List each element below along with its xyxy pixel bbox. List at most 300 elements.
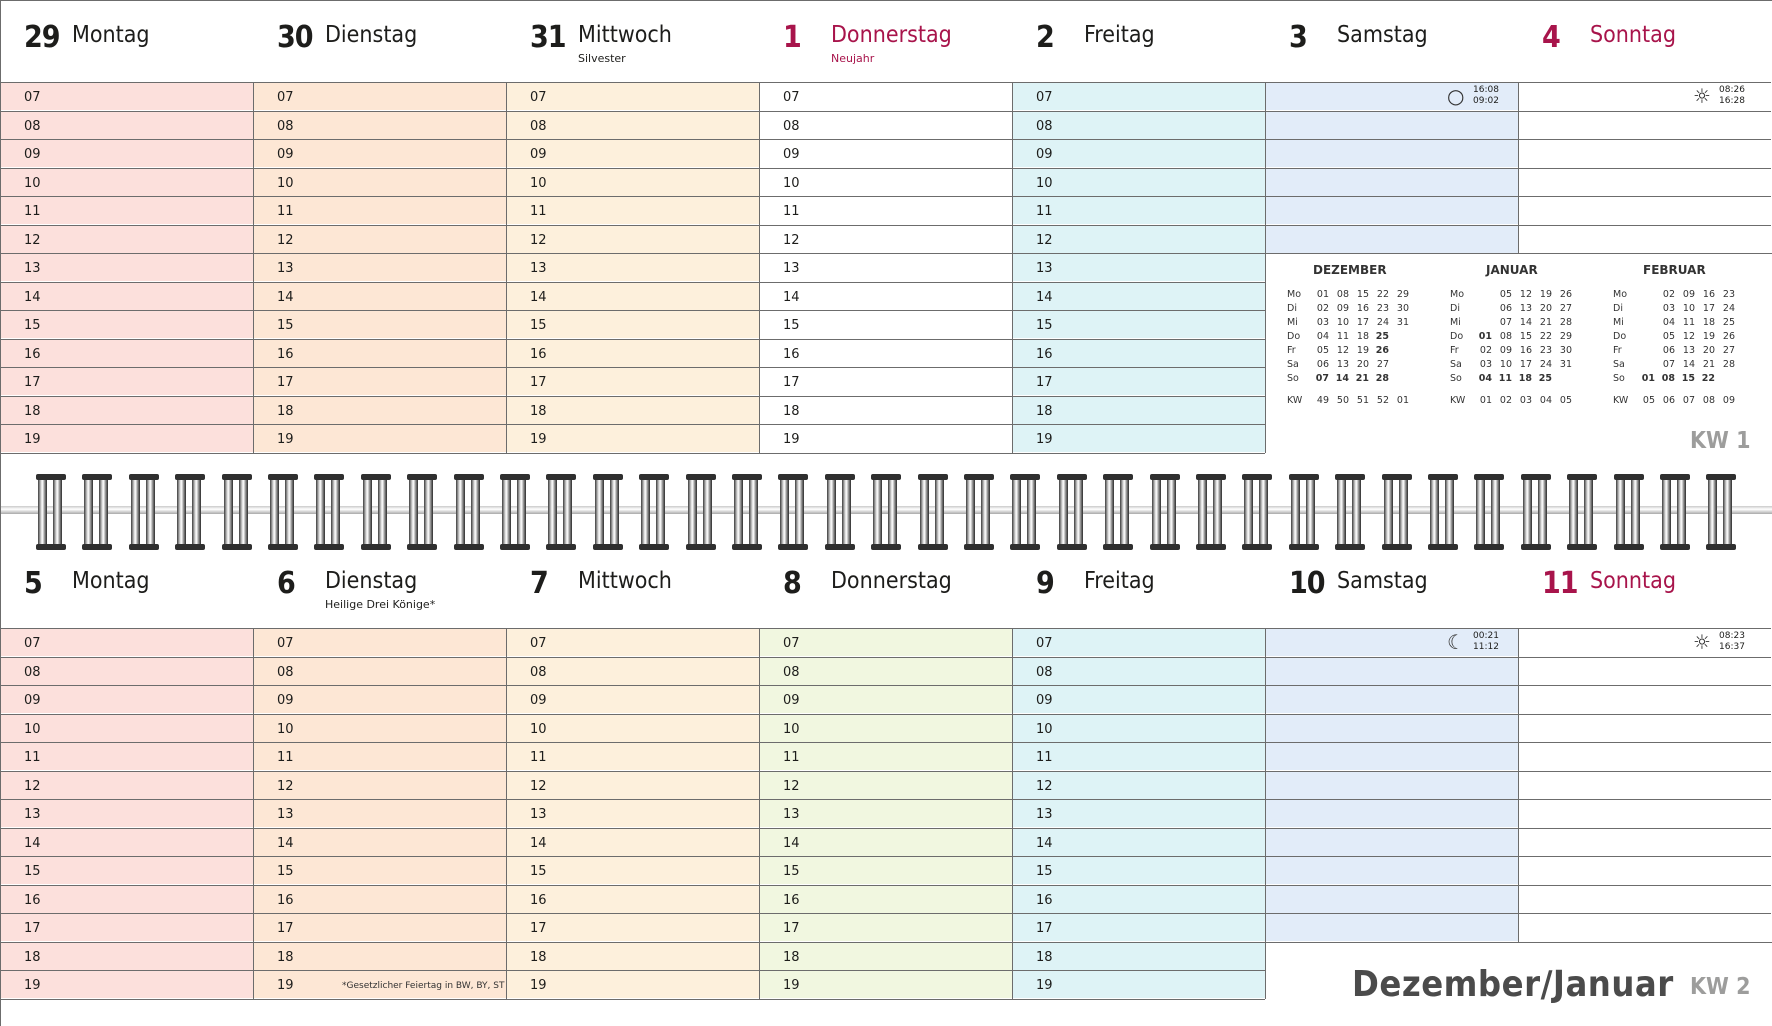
time-slot[interactable] (506, 396, 759, 424)
time-slot[interactable] (506, 139, 759, 167)
day-header (1012, 0, 1265, 82)
mini-calendar-day: 15 (1356, 289, 1369, 300)
time-slot[interactable] (759, 885, 1012, 913)
time-slot[interactable] (1012, 367, 1265, 395)
week-1-section (0, 0, 1772, 456)
mini-calendar-day: 04 (1316, 331, 1329, 342)
time-slot[interactable] (1265, 657, 1518, 685)
mini-calendar-day: 17 (1519, 359, 1532, 370)
time-slot[interactable] (1265, 139, 1518, 167)
time-slot[interactable] (253, 885, 506, 913)
time-slot[interactable] (759, 771, 1012, 799)
mini-calendar (1450, 263, 1600, 413)
ring-cap (639, 474, 669, 480)
time-slot[interactable] (759, 168, 1012, 196)
hour-label: 13 (530, 261, 547, 276)
time-slot[interactable] (1518, 828, 1771, 856)
time-slot[interactable] (253, 253, 506, 281)
time-slot[interactable] (1012, 111, 1265, 139)
time-slot[interactable] (506, 168, 759, 196)
hour-label: 19 (783, 432, 800, 447)
time-slot[interactable] (759, 310, 1012, 338)
hour-label: 08 (277, 118, 294, 134)
hour-label: 15 (277, 318, 294, 333)
time-slot[interactable] (1012, 742, 1265, 770)
time-slot[interactable] (1265, 742, 1518, 770)
time-slot[interactable] (1518, 196, 1771, 224)
time-slot[interactable] (506, 82, 759, 110)
time-slot[interactable] (506, 885, 759, 913)
time-slot[interactable] (1518, 885, 1771, 913)
time-slot[interactable] (506, 685, 759, 713)
hour-label: 08 (24, 118, 41, 134)
time-slot[interactable] (506, 913, 759, 941)
time-slot[interactable] (1265, 714, 1518, 742)
mini-calendar-kw: 50 (1336, 395, 1349, 406)
mini-calendar-day: 27 (1559, 303, 1572, 314)
hour-label: 11 (24, 204, 41, 219)
day-name: Montag (72, 22, 150, 48)
hour-label: 10 (24, 721, 41, 737)
mini-calendar-day: 21 (1355, 373, 1369, 384)
time-slot[interactable] (1518, 225, 1771, 253)
binding-ring (1059, 474, 1085, 550)
time-slot[interactable] (253, 714, 506, 742)
time-slot[interactable] (0, 885, 253, 913)
hour-label: 07 (783, 90, 800, 105)
ring-loop (1306, 474, 1315, 550)
hour-label: 14 (277, 835, 294, 851)
hour-label: 14 (1036, 835, 1053, 851)
time-slot[interactable] (1265, 196, 1518, 224)
mini-calendar-kw: 49 (1316, 395, 1329, 406)
ring-cap (1057, 474, 1087, 480)
holiday-label: Heilige Drei Könige* (325, 598, 436, 611)
time-slot[interactable] (506, 196, 759, 224)
hour-label: 17 (530, 921, 547, 936)
time-slot[interactable] (253, 225, 506, 253)
hour-label: 10 (530, 721, 547, 737)
binding-ring (1708, 474, 1734, 550)
time-slot[interactable] (1012, 282, 1265, 310)
time-slot[interactable] (506, 828, 759, 856)
moonset-time: 11:12 (1473, 642, 1499, 652)
weekday-label: Mo (1613, 289, 1628, 300)
mini-calendar-day: 09 (1682, 289, 1695, 300)
mini-calendar-title: FEBRUAR (1643, 263, 1706, 277)
mini-calendar-day: 08 (1661, 373, 1675, 384)
time-slot[interactable] (506, 942, 759, 970)
time-slot[interactable] (1518, 913, 1771, 941)
time-slot[interactable] (0, 111, 253, 139)
time-slot[interactable] (506, 799, 759, 827)
time-slot[interactable] (0, 657, 253, 685)
time-slot[interactable] (0, 628, 253, 656)
time-slot[interactable] (1265, 168, 1518, 196)
ring-loop (409, 474, 418, 550)
mini-calendar-kw: 05 (1559, 395, 1572, 406)
time-slot[interactable] (506, 282, 759, 310)
time-slot[interactable] (1012, 628, 1265, 656)
binding-ring (1012, 474, 1038, 550)
hour-label: 19 (530, 432, 547, 447)
time-slot[interactable] (506, 771, 759, 799)
time-slot[interactable] (253, 339, 506, 367)
weekday-label: Mi (1613, 317, 1624, 328)
binding-ring (177, 474, 203, 550)
time-slot[interactable] (0, 396, 253, 424)
time-slot[interactable] (759, 196, 1012, 224)
hour-label: 13 (24, 261, 41, 276)
time-slot[interactable] (1265, 856, 1518, 884)
hour-label: 09 (1036, 147, 1053, 162)
time-slot[interactable] (1012, 396, 1265, 424)
mini-calendar-day: 03 (1479, 359, 1492, 370)
time-slot[interactable] (506, 253, 759, 281)
week-number-label: KW 1 (1690, 428, 1751, 454)
day-number: 8 (783, 566, 801, 601)
time-slot[interactable] (759, 424, 1012, 452)
hour-label: 16 (783, 892, 800, 908)
time-slot[interactable] (1518, 742, 1771, 770)
time-slot[interactable] (0, 714, 253, 742)
time-slot[interactable] (253, 424, 506, 452)
mini-calendar-day: 09 (1499, 345, 1512, 356)
time-slot[interactable] (0, 742, 253, 770)
mini-calendar-day: 06 (1316, 359, 1329, 370)
mini-calendar-kw: 02 (1499, 395, 1512, 406)
hour-label: 19 (277, 978, 294, 993)
hour-label: 15 (24, 318, 41, 333)
ring-cap (361, 474, 391, 480)
time-slot[interactable] (759, 714, 1012, 742)
time-slot[interactable] (1518, 685, 1771, 713)
hour-label: 15 (277, 864, 294, 879)
time-slot[interactable] (1518, 714, 1771, 742)
time-slot[interactable] (253, 742, 506, 770)
ring-loop (1213, 474, 1222, 550)
time-slot[interactable] (1518, 799, 1771, 827)
time-slot[interactable] (506, 339, 759, 367)
time-slot[interactable] (506, 111, 759, 139)
time-slot[interactable] (1012, 424, 1265, 452)
moonset-time: 09:02 (1473, 96, 1499, 106)
ring-loop (827, 474, 836, 550)
mini-calendar-day: 20 (1539, 303, 1552, 314)
mini-calendar-day: 24 (1539, 359, 1552, 370)
time-slot[interactable] (759, 685, 1012, 713)
time-slot[interactable] (1012, 253, 1265, 281)
time-slot[interactable] (759, 339, 1012, 367)
binding-ring (1244, 474, 1270, 550)
mini-calendar-kw: 04 (1539, 395, 1552, 406)
time-slot[interactable] (253, 657, 506, 685)
time-slot[interactable] (1518, 139, 1771, 167)
month-title: Dezember/Januar (1352, 964, 1674, 1005)
mini-calendar-day: 16 (1356, 303, 1369, 314)
time-slot[interactable] (1012, 139, 1265, 167)
ring-loop (1708, 474, 1717, 550)
time-slot[interactable] (0, 253, 253, 281)
time-slot[interactable] (0, 310, 253, 338)
ring-loop (99, 474, 108, 550)
time-slot[interactable] (1265, 771, 1518, 799)
time-slot[interactable] (1518, 111, 1771, 139)
day-name: Samstag (1337, 22, 1428, 48)
hour-label: 15 (530, 318, 547, 333)
time-slot[interactable] (1265, 885, 1518, 913)
time-slot[interactable] (253, 282, 506, 310)
mini-calendar-day: 26 (1559, 289, 1572, 300)
time-slot[interactable] (0, 339, 253, 367)
binding-ring (1616, 474, 1642, 550)
time-slot[interactable] (1012, 339, 1265, 367)
day-header-row (0, 0, 1772, 82)
mini-calendar-day: 26 (1375, 345, 1389, 356)
time-slot[interactable] (759, 657, 1012, 685)
time-slot[interactable] (506, 424, 759, 452)
ring-loop (563, 474, 572, 550)
time-slot[interactable] (0, 828, 253, 856)
mini-calendar-day: 07 (1662, 359, 1675, 370)
mini-calendar-kw: 09 (1722, 395, 1735, 406)
time-slot[interactable] (1265, 685, 1518, 713)
mini-calendar-day: 26 (1722, 331, 1735, 342)
hour-label: 14 (1036, 289, 1053, 305)
time-slot[interactable] (1012, 685, 1265, 713)
ring-loop (331, 474, 340, 550)
time-slot[interactable] (1012, 828, 1265, 856)
grid-bottom-line (0, 999, 1265, 1000)
time-slot[interactable] (1012, 657, 1265, 685)
time-slot[interactable] (0, 367, 253, 395)
hour-label: 16 (1036, 892, 1053, 908)
time-slot[interactable] (1265, 828, 1518, 856)
time-slot[interactable] (253, 168, 506, 196)
hour-label: 18 (783, 403, 800, 419)
time-slot[interactable] (1012, 970, 1265, 998)
grid-bottom-line (1265, 942, 1772, 943)
time-slot[interactable] (0, 225, 253, 253)
ring-loop (656, 474, 665, 550)
spiral-binding (0, 456, 1772, 556)
time-slot[interactable] (759, 253, 1012, 281)
time-slot[interactable] (0, 282, 253, 310)
time-slot[interactable] (759, 282, 1012, 310)
binding-ring (363, 474, 389, 550)
binding-ring (224, 474, 250, 550)
time-slot[interactable] (506, 856, 759, 884)
mini-calendar-day: 23 (1539, 345, 1552, 356)
time-slot[interactable] (1012, 771, 1265, 799)
time-slot[interactable] (1265, 111, 1518, 139)
time-slot[interactable] (759, 856, 1012, 884)
day-name: Mittwoch (578, 22, 672, 48)
time-slot[interactable] (506, 310, 759, 338)
ring-loop (285, 474, 294, 550)
time-slot[interactable] (1012, 225, 1265, 253)
time-slot[interactable] (506, 367, 759, 395)
hour-label: 17 (277, 375, 294, 390)
time-slot[interactable] (253, 196, 506, 224)
mini-calendar-day: 04 (1478, 373, 1492, 384)
time-slot[interactable] (253, 628, 506, 656)
mini-calendar-day: 11 (1498, 373, 1512, 384)
hour-label: 16 (24, 346, 41, 362)
ring-loop (239, 474, 248, 550)
binding-ring (1152, 474, 1178, 550)
ring-cap (36, 474, 66, 480)
hour-label: 14 (530, 289, 547, 305)
mini-calendar-day: 10 (1499, 359, 1512, 370)
time-slot[interactable] (253, 771, 506, 799)
time-slot[interactable] (1012, 885, 1265, 913)
hour-label: 14 (783, 835, 800, 851)
time-slot[interactable] (0, 424, 253, 452)
time-slot[interactable] (759, 111, 1012, 139)
weekday-label: Mi (1450, 317, 1461, 328)
mini-calendar-day: 24 (1722, 303, 1735, 314)
ring-cap (314, 474, 344, 480)
hour-label: 16 (783, 346, 800, 362)
time-slot[interactable] (1518, 856, 1771, 884)
time-slot[interactable] (759, 970, 1012, 998)
hour-label: 12 (24, 778, 41, 794)
time-slot[interactable] (1518, 771, 1771, 799)
hour-label: 17 (1036, 375, 1053, 390)
time-slot[interactable] (253, 799, 506, 827)
time-slot[interactable] (253, 828, 506, 856)
time-slot[interactable] (759, 139, 1012, 167)
time-slot[interactable] (506, 225, 759, 253)
time-slot[interactable] (506, 628, 759, 656)
time-slot[interactable] (759, 742, 1012, 770)
time-slot[interactable] (1012, 196, 1265, 224)
time-slot[interactable] (506, 742, 759, 770)
time-slot[interactable] (253, 856, 506, 884)
time-slot[interactable] (1012, 168, 1265, 196)
ring-cap (268, 474, 298, 480)
time-slot[interactable] (759, 913, 1012, 941)
time-slot[interactable] (759, 225, 1012, 253)
ring-cap (454, 474, 484, 480)
time-slot[interactable] (0, 82, 253, 110)
time-slot[interactable] (1012, 82, 1265, 110)
time-slot[interactable] (506, 970, 759, 998)
hour-label: 17 (24, 375, 41, 390)
mini-calendar-day: 02 (1316, 303, 1329, 314)
day-name: Samstag (1337, 568, 1428, 594)
weekday-label: Sa (1613, 359, 1625, 370)
mini-calendar-box (1265, 253, 1771, 453)
day-number: 2 (1036, 20, 1054, 55)
time-slot[interactable] (1012, 714, 1265, 742)
time-slot[interactable] (759, 396, 1012, 424)
time-slot[interactable] (1265, 913, 1518, 941)
time-slot[interactable] (0, 168, 253, 196)
binding-ring (1523, 474, 1549, 550)
time-slot[interactable] (1012, 310, 1265, 338)
time-slot[interactable] (253, 111, 506, 139)
time-slot[interactable] (759, 799, 1012, 827)
time-slot[interactable] (1012, 799, 1265, 827)
time-slot[interactable] (759, 828, 1012, 856)
time-slot[interactable] (253, 82, 506, 110)
time-slot[interactable] (1012, 913, 1265, 941)
time-slot[interactable] (759, 942, 1012, 970)
time-slot[interactable] (253, 367, 506, 395)
hour-label: 18 (277, 403, 294, 419)
hour-label: 13 (1036, 261, 1053, 276)
time-slot[interactable] (253, 310, 506, 338)
day-name: Mittwoch (578, 568, 672, 594)
ring-cap (1614, 474, 1644, 480)
hour-label: 12 (783, 778, 800, 794)
hour-label: 13 (24, 807, 41, 822)
time-slot[interactable] (0, 799, 253, 827)
time-slot[interactable] (253, 685, 506, 713)
day-header-row (0, 546, 1772, 628)
hour-label: 10 (277, 175, 294, 191)
time-slot[interactable] (253, 396, 506, 424)
time-slot[interactable] (1012, 856, 1265, 884)
time-slot[interactable] (759, 367, 1012, 395)
mini-calendar-day: 07 (1499, 317, 1512, 328)
time-slot[interactable] (0, 196, 253, 224)
time-slot[interactable] (0, 685, 253, 713)
day-number: 9 (1036, 566, 1054, 601)
ring-loop (1523, 474, 1532, 550)
hour-label: 07 (277, 636, 294, 651)
hour-label: 09 (277, 693, 294, 708)
time-slot[interactable] (1518, 168, 1771, 196)
hour-label: 15 (24, 864, 41, 879)
time-slot[interactable] (0, 771, 253, 799)
time-slot[interactable] (1012, 942, 1265, 970)
day-header (253, 0, 506, 82)
binding-ring (873, 474, 899, 550)
day-name: Freitag (1084, 22, 1155, 48)
time-slot[interactable] (0, 970, 253, 998)
time-slot[interactable] (253, 942, 506, 970)
mini-calendar-day: 13 (1519, 303, 1532, 314)
time-slot[interactable] (759, 628, 1012, 656)
hour-label: 12 (530, 778, 547, 794)
time-slot[interactable] (759, 82, 1012, 110)
day-number: 3 (1289, 20, 1307, 55)
time-slot[interactable] (1265, 799, 1518, 827)
mini-calendar-day: 06 (1499, 303, 1512, 314)
binding-ring (1105, 474, 1131, 550)
mini-calendar-day: 01 (1316, 289, 1329, 300)
ring-loop (966, 474, 975, 550)
time-slot[interactable] (506, 714, 759, 742)
time-slot[interactable] (253, 139, 506, 167)
time-slot[interactable] (0, 913, 253, 941)
day-number: 10 (1289, 566, 1325, 601)
time-slot[interactable] (0, 856, 253, 884)
time-slot[interactable] (1518, 657, 1771, 685)
time-slot[interactable] (0, 139, 253, 167)
hour-label: 19 (1036, 978, 1053, 993)
hour-label: 19 (530, 978, 547, 993)
time-slot[interactable] (253, 913, 506, 941)
time-slot[interactable] (506, 657, 759, 685)
mini-calendar-day: 24 (1376, 317, 1389, 328)
mini-calendar-kw: 51 (1356, 395, 1369, 406)
time-slot[interactable] (0, 942, 253, 970)
time-slot[interactable] (1265, 225, 1518, 253)
